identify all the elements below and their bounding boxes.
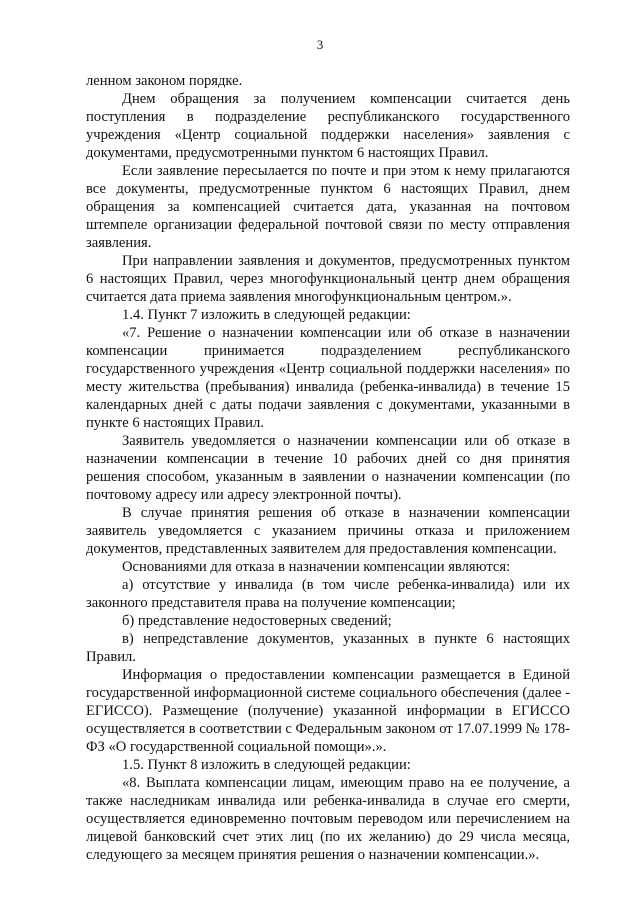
paragraph: При направлении заявления и документов, предусмотренных пунктом 6 настоящих Правил, через многофункциональный центр днем обращения считается дата приема заявления многофункциональным центром.». xyxy=(86,253,570,305)
list-item: б) представление недостоверных сведений; xyxy=(122,613,392,629)
paragraph-clause-heading: 1.4. Пункт 7 изложить в следующей редакции: xyxy=(122,307,411,323)
paragraph: «7. Решение о назначении компенсации или об отказе в назначении компенсации принимается подразделением республиканского государственного учреждения «Центр социальной поддержки населения» по месту жительства (пребывания) инвалида (ребенка-инвалида) в течение 15 календарных дней с даты подачи заявления с документами, указанными в пункте 6 настоящих Правил. xyxy=(86,325,570,431)
paragraph: Если заявление пересылается по почте и при этом к нему прилагаются все документы, предусмотренные пунктом 6 настоящих Правил, днем обращения за компенсацией считается дата, указанная на почтовом штемпеле организации федеральной почтовой связи по месту отправления заявления. xyxy=(86,163,570,251)
paragraph: Информация о предоставлении компенсации размещается в Единой государственной информационной системе социального обеспечения (далее - ЕГИССО). Размещение (получение) указанной информации в ЕГИССО осуществляется в соответствии с Федеральным законом от 17.07.1999 № 178-ФЗ «О государственной социальной помощи».». xyxy=(86,667,570,755)
list-item: а) отсутствие у инвалида (в том числе ребенка-инвалида) или их законного представителя права на получение компенсации; xyxy=(86,577,570,611)
paragraph: В случае принятия решения об отказе в назначении компенсации заявитель уведомляется с указанием причины отказа и приложением документов, представленных заявителем для предоставления компенсации. xyxy=(86,505,570,557)
paragraph: Днем обращения за получением компенсации считается день поступления в подразделение республиканского государственного учреждения «Центр социальной поддержки населения» заявления с документами, предусмотренными пунктом 6 настоящих Правил. xyxy=(86,91,570,161)
page-number: 3 xyxy=(316,37,324,52)
paragraph-continuation: ленном законом порядке. xyxy=(86,73,243,89)
paragraph: Заявитель уведомляется о назначении компенсации или об отказе в назначении компенсации в течение 10 рабочих дней со дня принятия решения способом, указанным в заявлении о назначении компенсации (по почтовому адресу или адресу электронной почты). xyxy=(86,433,570,503)
paragraph: «8. Выплата компенсации лицам, имеющим право на ее получение, а также наследникам инвалида или ребенка-инвалида в случае его смерти, осуществляется единовременно почтовым переводом или перечислением на лицевой банковский счет этих лиц (по их желанию) до 29 числа месяца, следующего за месяцем принятия решения о назначении компенсации.». xyxy=(86,775,570,863)
paragraph: Основаниями для отказа в назначении компенсации являются: xyxy=(122,559,511,575)
document-body xyxy=(86,72,570,864)
paragraph-clause-heading: 1.5. Пункт 8 изложить в следующей редакции: xyxy=(122,757,411,773)
list-item: в) непредставление документов, указанных в пункте 6 настоящих Правил. xyxy=(86,631,570,665)
